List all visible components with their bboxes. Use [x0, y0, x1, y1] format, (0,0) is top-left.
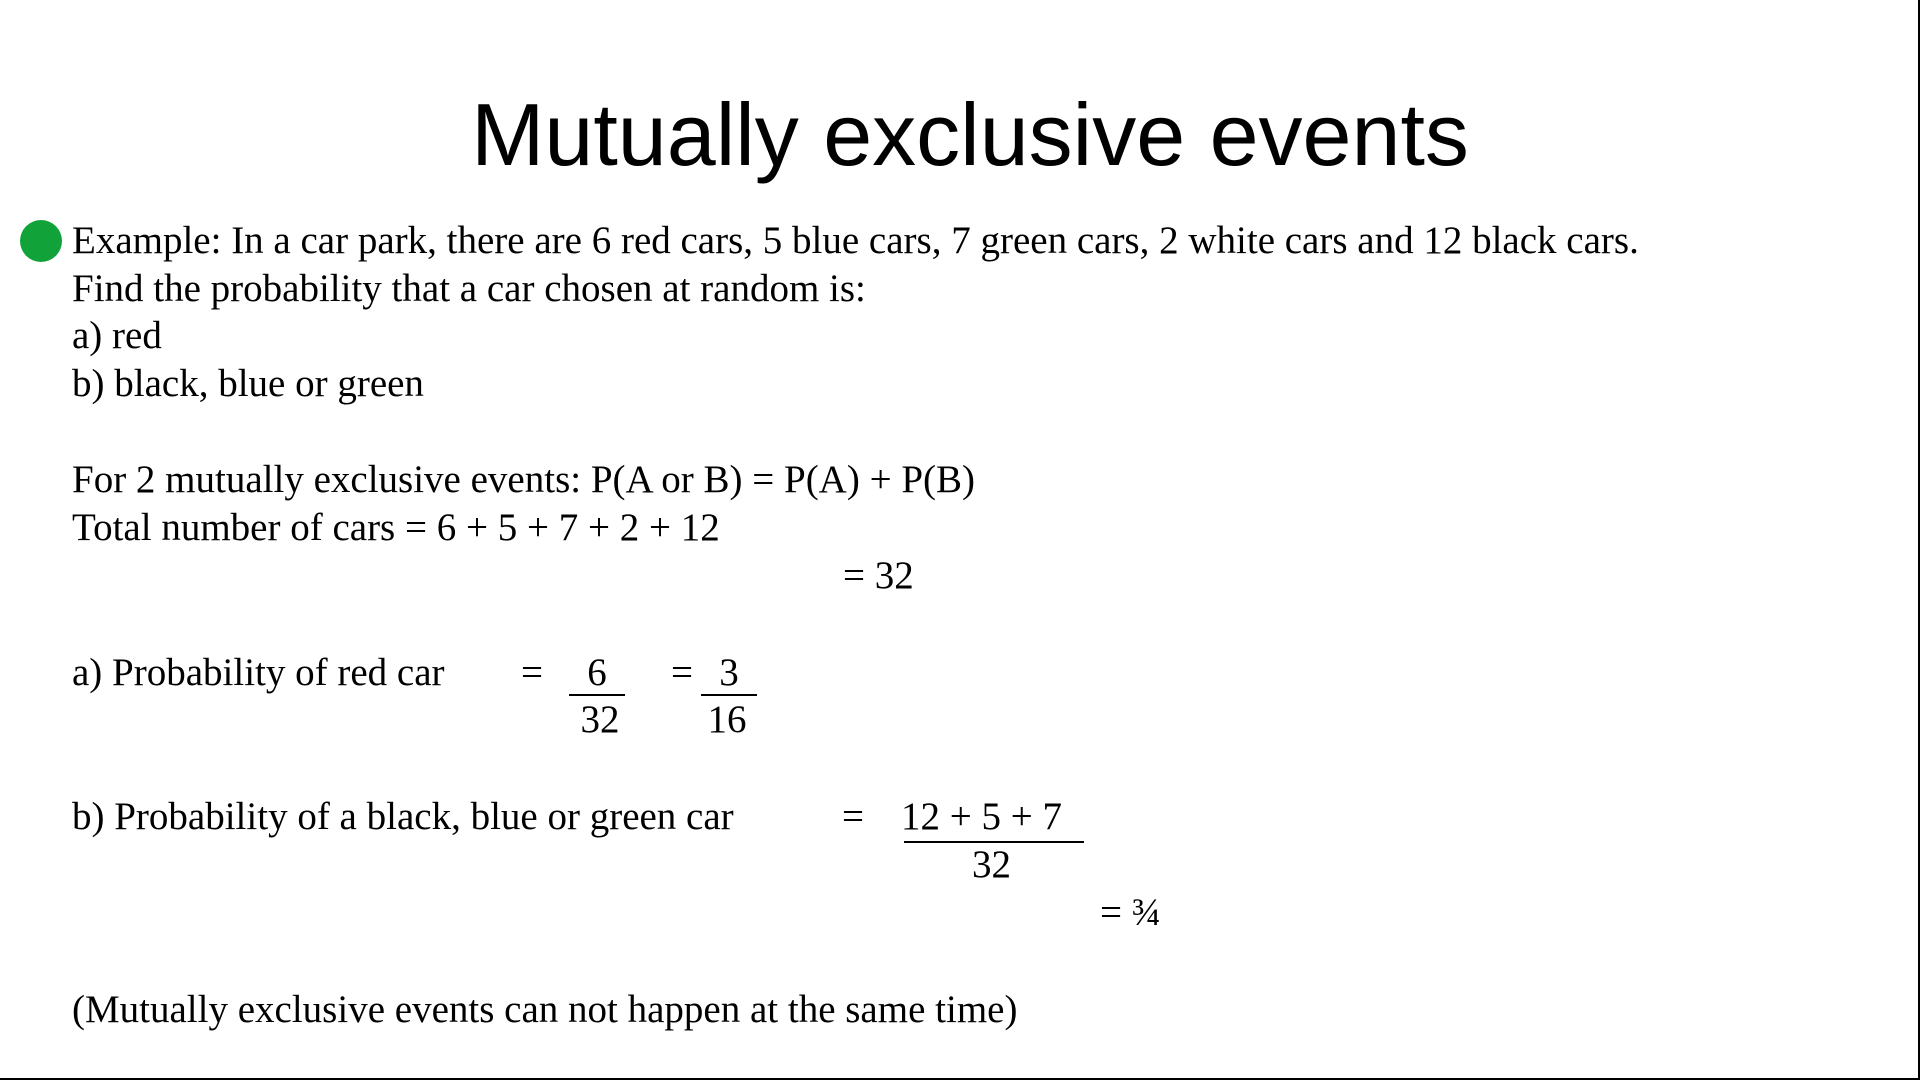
part-b-equals: =: [842, 795, 864, 838]
mutually-exclusive-rule: For 2 mutually exclusive events: P(A or B) = P(A) + P(B): [72, 458, 975, 501]
part-b-question: b) black, blue or green: [72, 362, 424, 405]
part-a-question: a) red: [72, 314, 162, 357]
part-b-result: = ¾: [1100, 891, 1161, 934]
part-a-denominator-2: 16: [707, 698, 747, 741]
part-b-denominator: 32: [972, 843, 1011, 886]
total-cars-line: Total number of cars = 6 + 5 + 7 + 2 + 12: [72, 506, 720, 549]
part-a-equals-2: =: [671, 651, 693, 694]
mutually-exclusive-note: (Mutually exclusive events can not happen at the same time): [72, 988, 1018, 1031]
part-a-fraction-bar-2: [701, 694, 757, 696]
total-cars-result: = 32: [843, 554, 914, 597]
bullet-dot-icon: [20, 220, 62, 262]
part-b-label: b) Probability of a black, blue or green car: [72, 795, 734, 838]
part-a-equals-1: =: [521, 651, 543, 694]
part-a-denominator-1: 32: [580, 698, 620, 741]
example-line-1: Example: In a car park, there are 6 red cars, 5 blue cars, 7 green cars, 2 white cars and 12 black cars.: [72, 219, 1639, 262]
example-line-2: Find the probability that a car chosen at random is:: [72, 267, 866, 310]
slide-title: Mutually exclusive events: [471, 85, 1469, 184]
part-a-fraction-bar-1: [569, 694, 625, 696]
part-a-numerator-1: 6: [587, 651, 607, 694]
part-b-numerator: 12 + 5 + 7: [901, 795, 1062, 838]
part-a-numerator-2: 3: [719, 651, 739, 694]
part-a-label: a) Probability of red car: [72, 651, 445, 694]
